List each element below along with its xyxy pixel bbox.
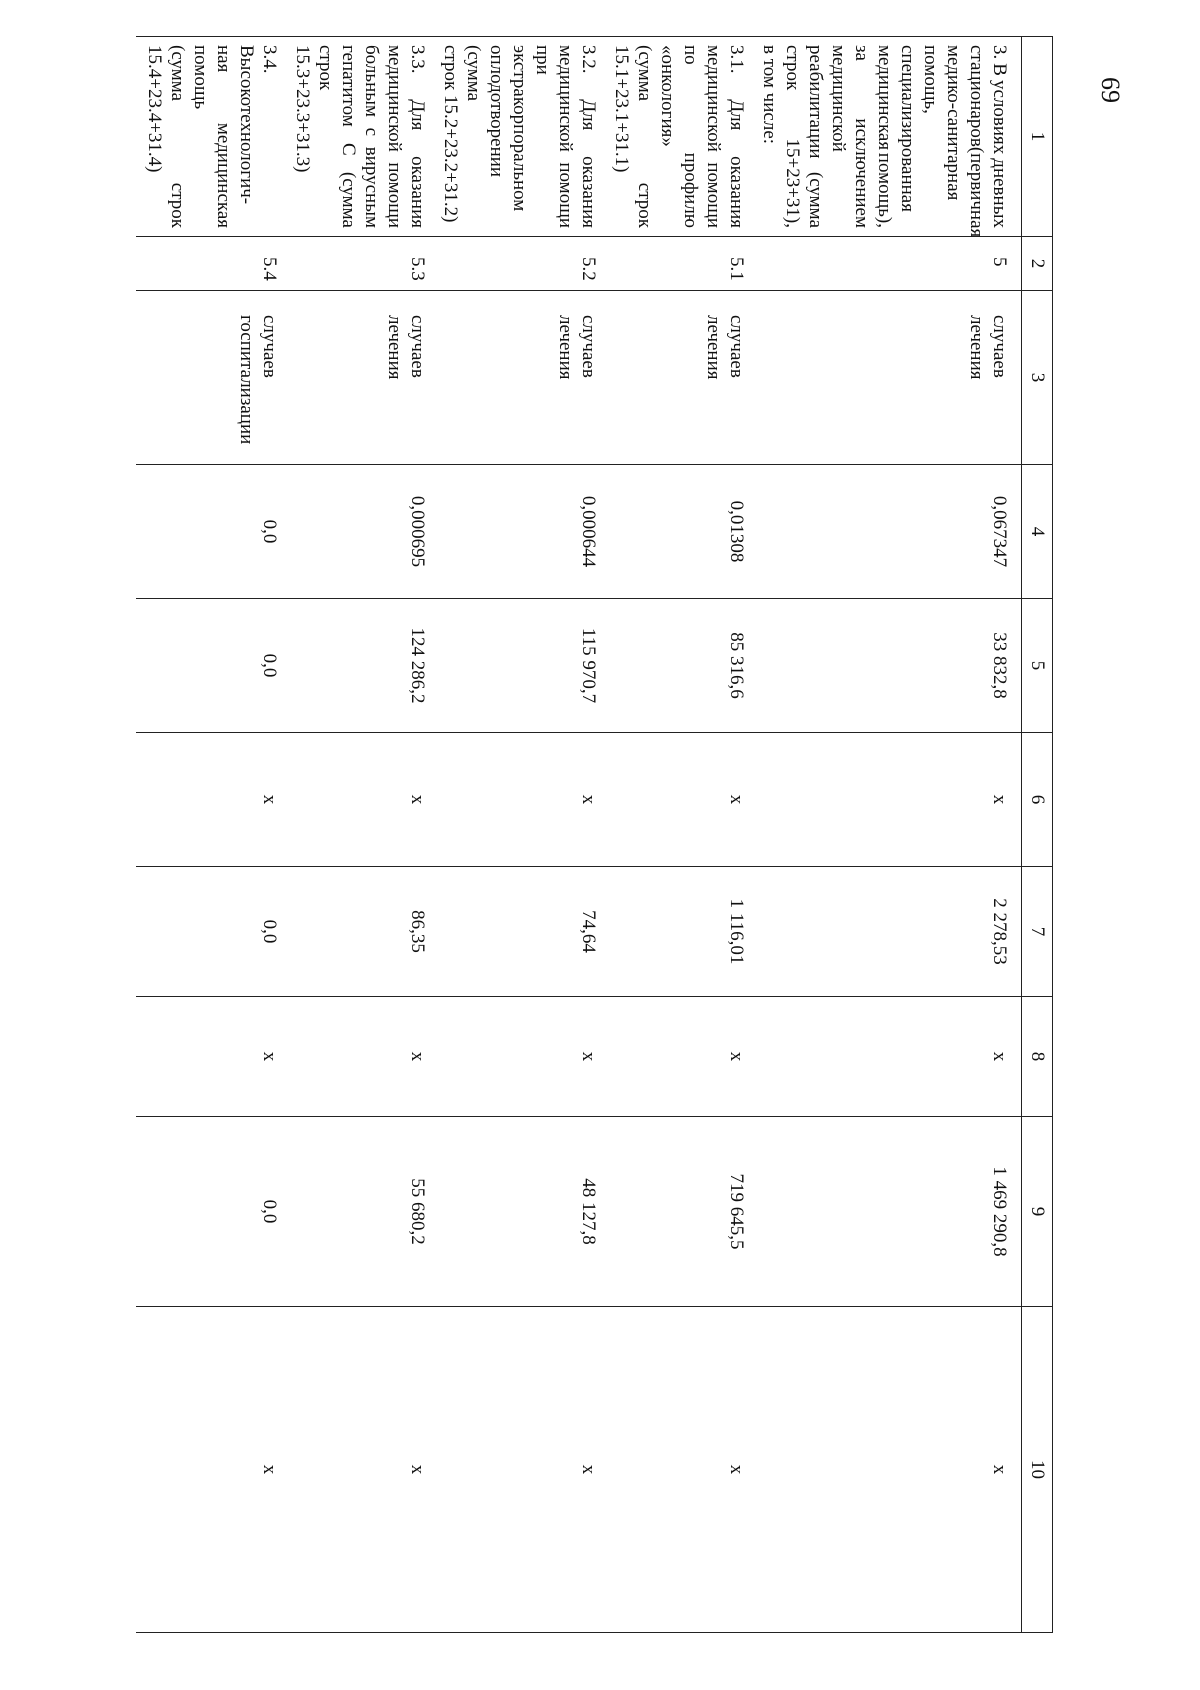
- row-code-cell: 5.3: [291, 237, 439, 291]
- row-name-line: при экстракорпоральном: [509, 45, 553, 212]
- row-value-cell: х: [758, 997, 1022, 1117]
- row-unit-line: случаев: [259, 315, 280, 378]
- word: больным: [361, 45, 382, 118]
- row-code-cell: 5: [758, 237, 1022, 291]
- word: Для: [578, 99, 599, 131]
- word: оказания: [407, 156, 428, 228]
- word: медицинская: [874, 45, 895, 151]
- row-unit-line: случаев: [989, 315, 1010, 378]
- data-table: [136, 36, 1053, 1633]
- word: строк: [167, 182, 188, 228]
- word: 3.: [989, 45, 1010, 60]
- row-value-cell: 124 286,2: [291, 599, 439, 733]
- word: за: [851, 45, 872, 61]
- word: 3.2.: [578, 45, 599, 74]
- row-value-cell: 0,067347: [758, 465, 1022, 599]
- row-name-line: по профилю «онкология»: [657, 45, 701, 228]
- table-row: [136, 37, 291, 1633]
- word: (сумма: [167, 45, 188, 102]
- row-value-cell: 0,000695: [291, 465, 439, 599]
- word: оказания: [578, 156, 599, 228]
- word: строк: [634, 182, 655, 228]
- word: В: [989, 63, 1010, 76]
- word: помощь),: [874, 152, 895, 228]
- row-name-line: [988, 45, 1011, 228]
- row-value-cell: х: [610, 1307, 758, 1633]
- word: 3.3.: [407, 45, 428, 74]
- word: Для: [407, 99, 428, 131]
- table-row: [291, 37, 439, 1633]
- row-name-line: медицинской: [828, 45, 849, 152]
- word: помощи: [384, 162, 405, 228]
- data-table-wrapper: [144, 36, 1053, 1632]
- row-value-cell: 0,01308: [610, 465, 758, 599]
- row-unit-cell: [610, 291, 758, 465]
- row-value-cell: 719 645,5: [610, 1117, 758, 1307]
- header-row: [1022, 37, 1053, 1633]
- word: (сумма: [634, 45, 655, 102]
- row-unit-line: случаев: [407, 315, 428, 378]
- row-name-line: [360, 45, 383, 228]
- row-name-cell: [291, 37, 439, 237]
- row-value-cell: 0,0: [136, 1117, 291, 1307]
- table-row: [610, 37, 758, 1633]
- row-value-cell: 115 970,7: [439, 599, 610, 733]
- word: медицинской: [384, 45, 405, 152]
- row-name-line: [725, 45, 748, 228]
- row-value-cell: х: [291, 997, 439, 1117]
- word: оказания: [726, 156, 747, 228]
- row-unit-line: лечения: [555, 315, 576, 380]
- row-name-line: 3.4. Высокотехнологич-: [236, 45, 280, 205]
- row-value-cell: 2 278,53: [758, 867, 1022, 997]
- table-row: [758, 37, 1022, 1633]
- row-name-cell: [610, 37, 758, 237]
- row-value-cell: 0,0: [136, 867, 291, 997]
- word: (сумма: [805, 171, 826, 228]
- row-unit-cell: [291, 291, 439, 465]
- row-name-cell: [136, 37, 291, 237]
- row-value-cell: х: [291, 1307, 439, 1633]
- row-unit-line: случаев: [726, 315, 747, 378]
- column-header: 2: [1022, 237, 1053, 291]
- column-header: 3: [1022, 291, 1053, 465]
- row-name-line: [166, 45, 189, 228]
- word: Для: [726, 99, 747, 131]
- row-value-cell: х: [439, 733, 610, 867]
- row-unit-line: лечения: [703, 315, 724, 380]
- row-value-cell: х: [136, 997, 291, 1117]
- row-name-line: 15.1+23.1+31.1): [611, 45, 632, 173]
- row-name-line: [965, 45, 988, 238]
- row-value-cell: х: [610, 997, 758, 1117]
- column-header: 4: [1022, 465, 1053, 599]
- row-value-cell: 1 469 290,8: [758, 1117, 1022, 1307]
- row-name-line: помощь,: [920, 45, 941, 114]
- row-value-cell: 86,35: [291, 867, 439, 997]
- row-name-line: [781, 45, 804, 228]
- row-value-cell: 0,0: [136, 465, 291, 599]
- row-value-cell: 0,0: [136, 599, 291, 733]
- row-value-cell: х: [610, 733, 758, 867]
- word: 3.1.: [726, 45, 747, 74]
- word: исключением: [851, 118, 872, 228]
- row-name-line: 15.3+23.3+31.3): [292, 45, 313, 173]
- row-value-cell: 48 127,8: [439, 1117, 610, 1307]
- word: условиях: [989, 79, 1010, 155]
- column-header: 6: [1022, 733, 1053, 867]
- row-value-cell: х: [291, 733, 439, 867]
- row-name-line: 15.4+23.4+31.4): [144, 45, 165, 173]
- word: (первичная: [966, 146, 987, 238]
- word: дневных: [989, 158, 1010, 228]
- row-name-line: гепатитом С (сумма строк: [315, 45, 359, 228]
- row-unit-line: лечения: [384, 315, 405, 380]
- row-value-cell: х: [758, 733, 1022, 867]
- row-value-cell: 33 832,8: [758, 599, 1022, 733]
- row-name-line: строк 15.2+23.2+31.2): [440, 45, 461, 223]
- row-code-cell: 5.4: [136, 237, 291, 291]
- row-name-line: ная медицинская помощь: [190, 45, 234, 228]
- word: помощи: [555, 162, 576, 228]
- row-name-line: [633, 45, 656, 228]
- word: реабилитации: [805, 45, 826, 159]
- word: помощи: [703, 162, 724, 228]
- word: строк: [782, 45, 803, 91]
- row-value-cell: х: [758, 1307, 1022, 1633]
- row-value-cell: 0,000644: [439, 465, 610, 599]
- row-value-cell: х: [439, 997, 610, 1117]
- row-unit-cell: [758, 291, 1022, 465]
- row-name-cell: [758, 37, 1022, 237]
- column-header: 9: [1022, 1117, 1053, 1307]
- row-value-cell: х: [439, 1307, 610, 1633]
- column-header: 10: [1022, 1307, 1053, 1633]
- row-unit-cell: [136, 291, 291, 465]
- row-name-line: [383, 45, 406, 228]
- row-name-line: оплодотворении (сумма: [463, 45, 507, 178]
- row-name-line: [554, 45, 577, 228]
- row-value-cell: 1 116,01: [610, 867, 758, 997]
- row-code-cell: 5.2: [439, 237, 610, 291]
- row-code-cell: 5.1: [610, 237, 758, 291]
- row-name-line: [406, 45, 429, 228]
- row-unit-line: госпитализации: [236, 315, 257, 445]
- word: вирусным: [361, 146, 382, 228]
- word: стационаров: [966, 45, 987, 147]
- word: медицинской: [555, 45, 576, 152]
- row-unit-line: случаев: [578, 315, 599, 378]
- table-row: [439, 37, 610, 1633]
- row-unit-line: лечения: [966, 315, 987, 380]
- row-value-cell: 85 316,6: [610, 599, 758, 733]
- column-header: 5: [1022, 599, 1053, 733]
- word: с: [361, 127, 382, 137]
- row-name-line: [850, 45, 873, 228]
- page-number: 69: [1096, 77, 1125, 103]
- row-name-line: специализированная: [897, 45, 918, 212]
- row-value-cell: 55 680,2: [291, 1117, 439, 1307]
- column-header: 1: [1022, 37, 1053, 237]
- row-name-cell: [439, 37, 610, 237]
- word: 15+23+31),: [782, 138, 803, 228]
- row-unit-cell: [439, 291, 610, 465]
- column-header: 7: [1022, 867, 1053, 997]
- word: медицинской: [703, 45, 724, 152]
- row-name-line: [804, 45, 827, 228]
- row-value-cell: х: [136, 1307, 291, 1633]
- row-name-line: медико-санитарная: [943, 45, 964, 201]
- row-name-line: [702, 45, 725, 228]
- row-name-line: [873, 45, 896, 228]
- row-value-cell: 74,64: [439, 867, 610, 997]
- row-name-line: в том числе:: [759, 45, 780, 145]
- column-header: 8: [1022, 997, 1053, 1117]
- row-value-cell: х: [136, 733, 291, 867]
- row-name-line: [577, 45, 600, 228]
